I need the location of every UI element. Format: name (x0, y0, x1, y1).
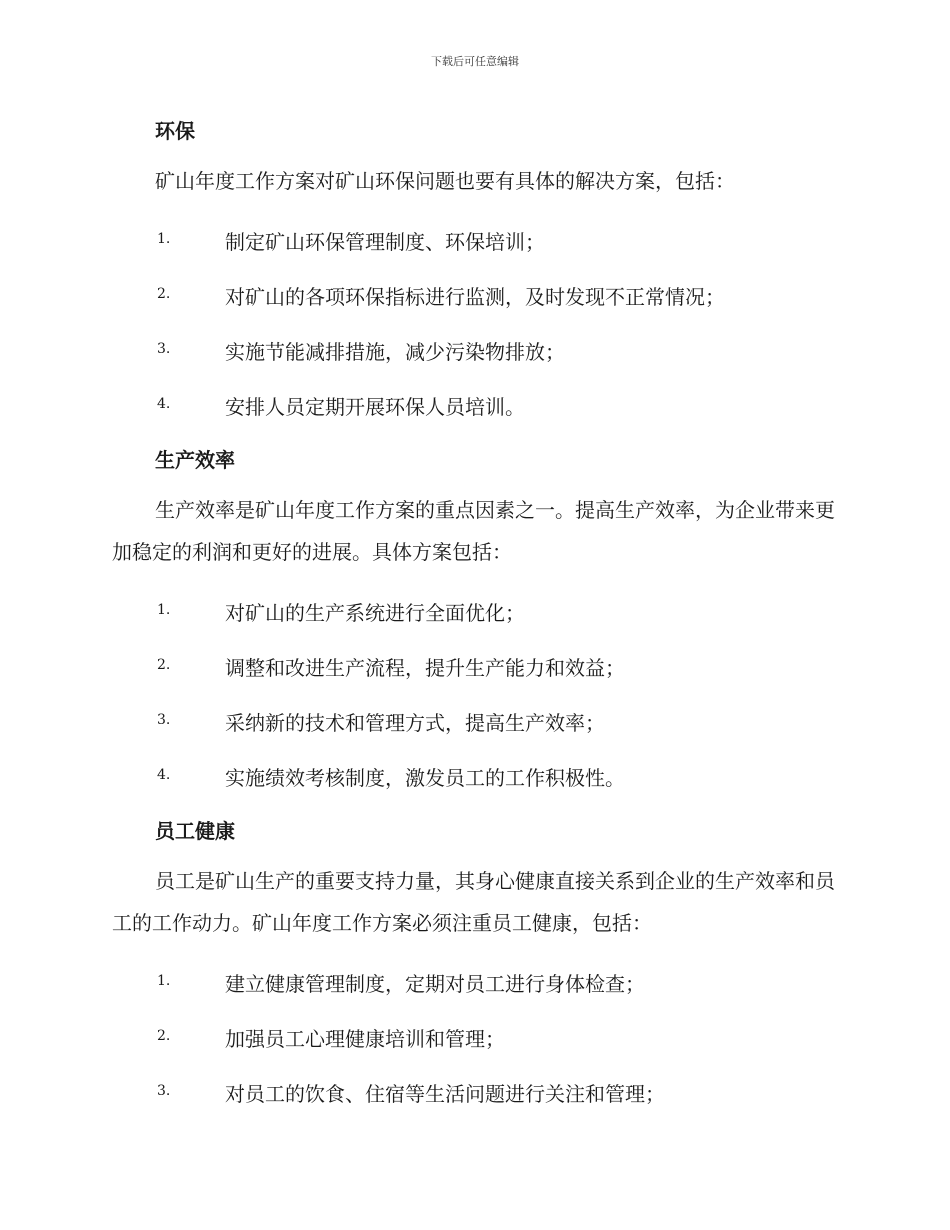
list-text: 实施绩效考核制度，激发员工的工作积极性。 (225, 766, 625, 790)
list-number: 1. (157, 973, 171, 989)
list-text: 对矿山的生产系统进行全面优化； (225, 601, 525, 625)
list-number: 3. (157, 341, 171, 357)
list-number: 2. (157, 657, 171, 673)
list-text: 调整和改进生产流程，提升生产能力和效益； (225, 656, 625, 680)
list-number: 2. (157, 286, 171, 302)
list-text: 采纳新的技术和管理方式，提高生产效率； (225, 711, 605, 735)
list-number: 4. (157, 767, 171, 783)
section-title-employee-health: 员工健康 (155, 819, 235, 843)
section-intro-employee-health: 员工是矿山生产的重要支持力量，其身心健康直接关系到企业的生产效率和员工的工作动力。矿山年度工作方案必须注重员工健康，包括： (112, 869, 835, 935)
list-number: 3. (157, 712, 171, 728)
list-number: 1. (157, 231, 171, 247)
section-intro-production-efficiency: 生产效率是矿山年度工作方案的重点因素之一。提高生产效率，为企业带来更加稳定的利润和更好的进展。具体方案包括： (112, 498, 835, 564)
list-number: 4. (157, 396, 171, 412)
list-text: 加强员工心理健康培训和管理； (225, 1027, 505, 1051)
list-text: 实施节能减排措施，减少污染物排放； (225, 340, 565, 364)
section-intro-environment: 矿山年度工作方案对矿山环保问题也要有具体的解决方案，包括： (155, 169, 735, 193)
list-number: 2. (157, 1028, 171, 1044)
section-title-environment: 环保 (155, 119, 195, 143)
list-number: 1. (157, 602, 171, 618)
page-header: 下载后可任意编辑 (431, 55, 519, 68)
list-text: 安排人员定期开展环保人员培训。 (225, 395, 525, 419)
section-title-production-efficiency: 生产效率 (155, 448, 235, 472)
list-number: 3. (157, 1083, 171, 1099)
list-text: 建立健康管理制度，定期对员工进行身体检查； (225, 972, 645, 996)
list-text: 对员工的饮食、住宿等生活问题进行关注和管理； (225, 1082, 665, 1106)
list-text: 对矿山的各项环保指标进行监测，及时发现不正常情况； (225, 285, 725, 309)
list-text: 制定矿山环保管理制度、环保培训； (225, 230, 545, 254)
